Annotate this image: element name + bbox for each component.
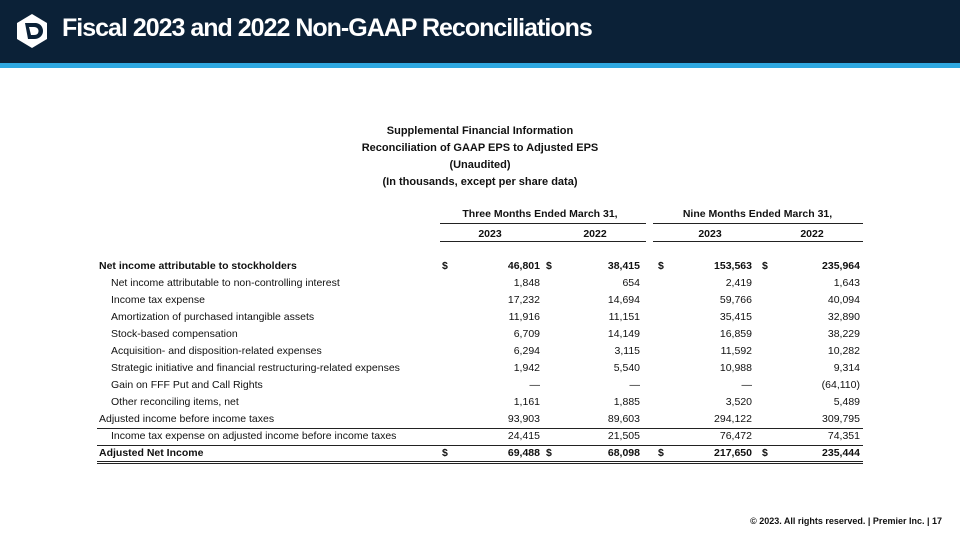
- row-value: 21,505: [607, 430, 640, 442]
- slide-footer: © 2023. All rights reserved. | Premier Inc. | 17: [750, 516, 942, 526]
- row-value: 6,709: [513, 328, 540, 340]
- header-accent-stripe: [0, 63, 960, 68]
- row-value: 68,098: [607, 447, 640, 459]
- currency-symbol: $: [546, 260, 552, 272]
- row-value: —: [741, 379, 752, 391]
- year-underline: [440, 241, 646, 242]
- row-label: Amortization of purchased intangible assets: [111, 311, 315, 323]
- row-value: 309,795: [822, 413, 860, 425]
- table-heading-line-4: (In thousands, except per share data): [382, 176, 578, 188]
- table-rule: [97, 445, 863, 446]
- year-header: 2023: [478, 228, 502, 240]
- row-value: 153,563: [714, 260, 752, 272]
- currency-symbol: $: [762, 447, 768, 459]
- row-value: 654: [622, 277, 640, 289]
- group-header-three-months: Three Months Ended March 31,: [462, 208, 618, 220]
- row-value: 6,294: [513, 345, 540, 357]
- row-value: (64,110): [821, 379, 860, 391]
- table-heading-line-2: Reconciliation of GAAP EPS to Adjusted EPS: [361, 142, 599, 154]
- row-value: 16,859: [719, 328, 752, 340]
- row-value: 2,419: [725, 277, 752, 289]
- row-value: 1,848: [513, 277, 540, 289]
- row-value: 3,520: [725, 396, 752, 408]
- row-value: 10,282: [827, 345, 860, 357]
- row-value: —: [629, 379, 640, 391]
- row-label: Income tax expense: [111, 294, 205, 306]
- row-value: 24,415: [507, 430, 540, 442]
- row-value: 69,488: [507, 447, 540, 459]
- currency-symbol: $: [442, 447, 448, 459]
- row-value: 10,988: [719, 362, 752, 374]
- row-value: 89,603: [607, 413, 640, 425]
- row-value: 235,964: [822, 260, 860, 272]
- row-label: Adjusted income before income taxes: [99, 413, 275, 425]
- row-value: 5,489: [833, 396, 860, 408]
- row-value: —: [529, 379, 540, 391]
- row-label: Net income attributable to stockholders: [99, 260, 297, 272]
- premier-logo-icon: [12, 11, 52, 51]
- group-underline-three-months: [440, 223, 646, 224]
- slide-title: Fiscal 2023 and 2022 Non-GAAP Reconciliations: [62, 14, 592, 42]
- row-value: 1,161: [513, 396, 540, 408]
- row-value: 38,229: [827, 328, 860, 340]
- currency-symbol: $: [442, 260, 448, 272]
- year-underline: [653, 241, 863, 242]
- row-value: 5,540: [613, 362, 640, 374]
- row-value: 14,694: [607, 294, 640, 306]
- row-value: 11,916: [508, 311, 540, 323]
- row-value: 76,472: [719, 430, 752, 442]
- row-value: 9,314: [833, 362, 860, 374]
- year-header: 2022: [800, 228, 824, 240]
- row-value: 38,415: [607, 260, 640, 272]
- row-label: Gain on FFF Put and Call Rights: [111, 379, 263, 391]
- row-value: 11,592: [720, 345, 752, 357]
- row-value: 235,444: [822, 447, 860, 459]
- row-value: 1,942: [513, 362, 540, 374]
- row-value: 32,890: [827, 311, 860, 323]
- row-label: Adjusted Net Income: [99, 447, 204, 459]
- row-value: 1,643: [833, 277, 860, 289]
- row-value: 46,801: [507, 260, 540, 272]
- row-value: 40,094: [827, 294, 860, 306]
- row-value: 3,115: [614, 345, 640, 357]
- row-value: 17,232: [507, 294, 540, 306]
- table-heading-line-3: (Unaudited): [449, 159, 511, 171]
- row-label: Stock-based compensation: [111, 328, 238, 340]
- row-label: Strategic initiative and financial restructuring-related expenses: [111, 362, 400, 374]
- year-header: 2022: [583, 228, 607, 240]
- row-label: Other reconciling items, net: [111, 396, 239, 408]
- table-rule: [97, 428, 863, 429]
- table-rule: [97, 461, 863, 462]
- row-value: 74,351: [827, 430, 860, 442]
- row-value: 294,122: [714, 413, 752, 425]
- row-value: 93,903: [507, 413, 540, 425]
- currency-symbol: $: [546, 447, 552, 459]
- table-rule: [97, 463, 863, 464]
- group-header-nine-months: Nine Months Ended March 31,: [682, 208, 833, 220]
- row-label: Income tax expense on adjusted income before income taxes: [111, 430, 397, 442]
- row-value: 217,650: [714, 447, 752, 459]
- group-underline-nine-months: [653, 223, 863, 224]
- currency-symbol: $: [658, 447, 664, 459]
- table-heading-line-1: Supplemental Financial Information: [386, 125, 574, 137]
- row-value: 1,885: [613, 396, 640, 408]
- row-value: 35,415: [719, 311, 752, 323]
- row-label: Net income attributable to non-controlling interest: [111, 277, 340, 289]
- year-header: 2023: [698, 228, 722, 240]
- row-label: Acquisition- and disposition-related expenses: [111, 345, 322, 357]
- currency-symbol: $: [762, 260, 768, 272]
- row-value: 14,149: [607, 328, 640, 340]
- row-value: 11,151: [608, 311, 640, 323]
- currency-symbol: $: [658, 260, 664, 272]
- row-value: 59,766: [719, 294, 752, 306]
